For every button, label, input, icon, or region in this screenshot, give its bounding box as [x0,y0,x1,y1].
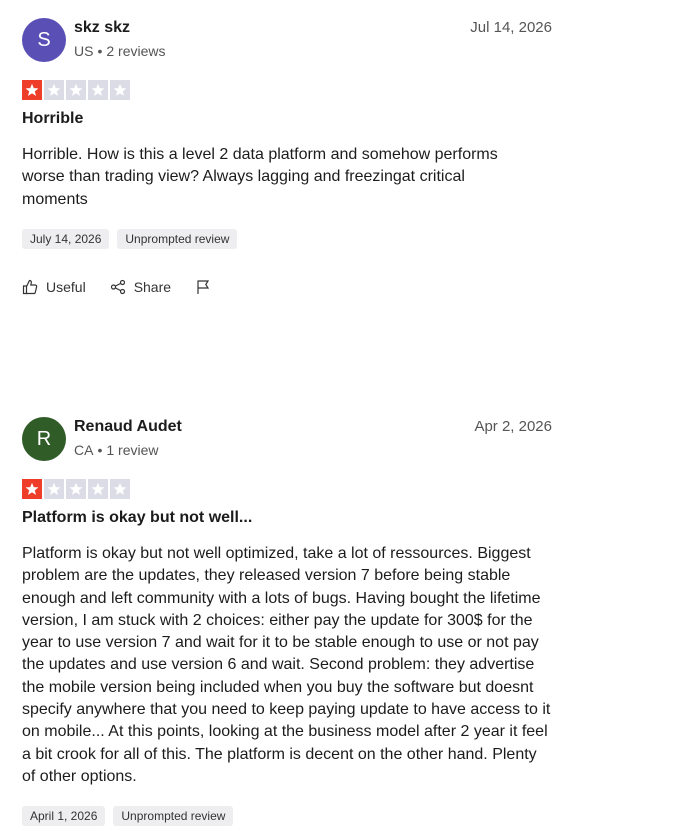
reviewer-name[interactable]: Renaud Audet [74,418,182,435]
review-tags [22,229,552,249]
star-empty-icon [88,80,108,100]
star-empty-icon [110,80,130,100]
review-header [22,16,552,64]
review-actions [22,279,552,295]
reviewer-meta [74,43,166,59]
star-rating [22,479,552,499]
flag-icon [195,279,211,295]
review-title[interactable]: Platform is okay but not well... [22,509,253,526]
experience-date-badge: April 1, 2026 [22,806,105,826]
avatar[interactable] [22,18,66,62]
star-filled-icon [22,80,42,100]
star-filled-icon [22,479,42,499]
star-rating [22,80,552,100]
review-card [22,16,552,295]
share-label: Share [133,278,172,295]
review-tags [22,806,552,826]
useful-button[interactable] [22,279,86,295]
reviewer-review-count: 1 review [106,442,159,458]
reviewer-name[interactable]: skz skz [74,19,131,36]
unprompted-review-badge[interactable]: Unprompted review [113,806,233,826]
star-empty-icon [66,479,86,499]
share-button[interactable] [110,279,171,295]
review-body: Platform is okay but not well optimized, take a lot of ressources. Biggest problem are the updates, they released version 7 before being stable enough and left community with a lots of bugs. Having bought the lifetime version, I am stuck with 2 choices: either pay the update for 300$ for the year to use version 7 and wait for it to be stable enough to use or not pay the updates and use version 6 and wait. Second problem: they advertise the mobile version being included when you buy the software but doesnt specify anywhere that you need to keep paying update to have access to it on mobile... At this points, looking at the business model after 2 year it feel a bit crook for all of this. The platform is decent on the other hand. Plenty of other options. [22,545,551,785]
report-button[interactable] [195,279,211,295]
reviewer-review-count: 2 reviews [106,43,166,59]
star-empty-icon [110,479,130,499]
review-title[interactable]: Horrible [22,110,84,127]
star-empty-icon [44,80,64,100]
review-date: Jul 14, 2026 [470,19,552,36]
star-empty-icon [66,80,86,100]
reviewer-meta [74,442,159,458]
share-icon [110,279,126,295]
reviewer-country: US [74,43,94,59]
useful-label: Useful [46,278,86,295]
avatar-letter: S [37,28,51,51]
reviewer-country: CA [74,442,94,458]
thumbs-up-icon [22,279,38,295]
separator-dot: • [97,442,103,458]
experience-date-badge: July 14, 2026 [22,229,109,249]
unprompted-review-badge[interactable]: Unprompted review [117,229,237,249]
review-body: Horrible. How is this a level 2 data platform and somehow performs worse than trading view? Always lagging and freezingat critical moments [22,146,498,208]
review-date: Apr 2, 2026 [474,418,552,435]
star-empty-icon [88,479,108,499]
review-header [22,415,552,463]
avatar[interactable] [22,417,66,461]
star-empty-icon [44,479,64,499]
review-card [22,415,552,826]
avatar-letter: R [36,427,52,450]
separator-dot: • [97,43,103,59]
